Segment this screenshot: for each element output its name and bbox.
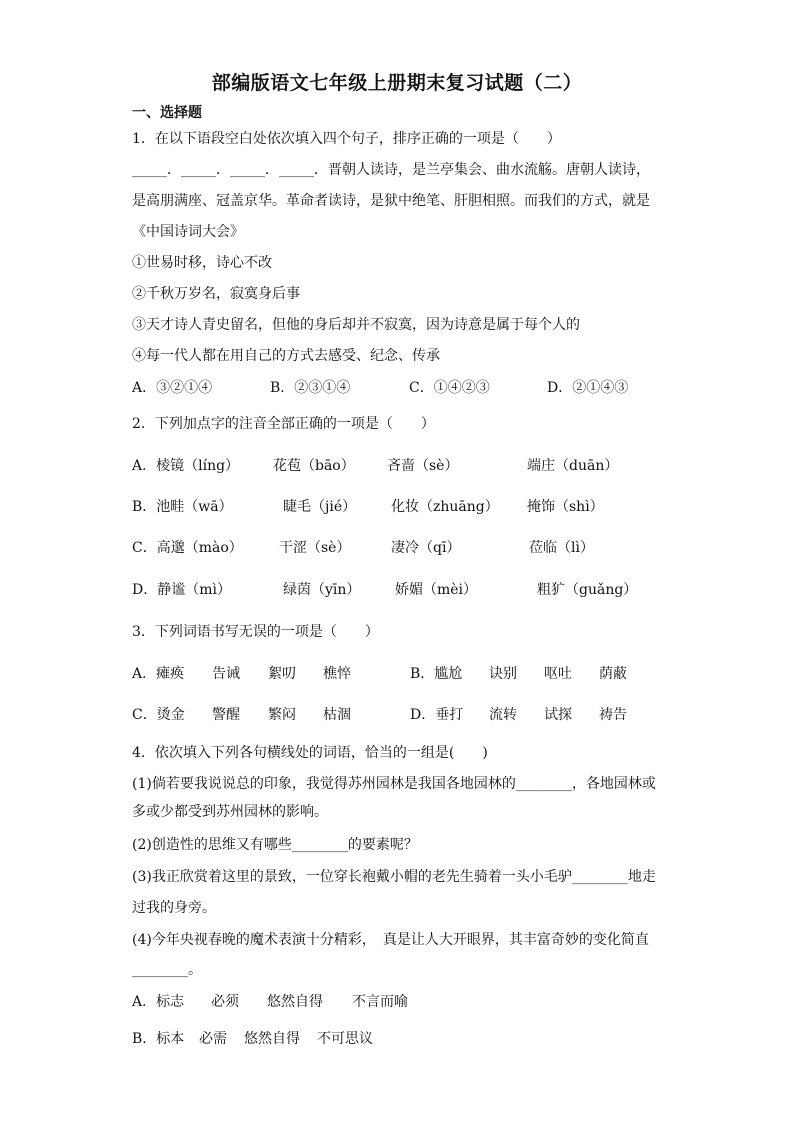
question-4-option-b-item: 不可思议 — [317, 1031, 373, 1047]
question-3-word: 繁闷 — [268, 707, 296, 723]
question-2-option-b-item: 化妆（zhuāng） — [391, 499, 499, 515]
question-4-sentence: (3)我正欣赏着这里的景致，一位穿长袍戴小帽的老先生骑着一头小毛驴________地走 — [132, 869, 656, 885]
question-4-sentence: ________。 — [132, 962, 202, 978]
question-4-option-a-item: 必须 — [211, 994, 239, 1010]
question-1-passage-line: 《中国诗词大会》 — [132, 224, 244, 240]
question-3-word: 荫蔽 — [599, 666, 627, 682]
question-1-sentence: ④每一代人都在用自己的方式去感受、纪念、传承 — [132, 348, 440, 364]
question-1-passage-line: _____．_____．_____．_____．晋朝人读诗，是兰亭集会、曲水流觞。唐朝人读诗， — [132, 162, 650, 178]
question-4-sentence: (2)创造性的思维又有哪些________的要素呢？ — [132, 837, 418, 853]
question-4-option-a-item: 悠然自得 — [267, 994, 323, 1010]
question-2-option-c-item: 干涩（sè） — [279, 540, 351, 556]
question-4-option-a-item: A．标志 — [132, 994, 185, 1010]
question-3-word: B．尴尬 — [410, 666, 463, 682]
question-3-stem: 3．下列词语书写无误的一项是（ ） — [132, 624, 379, 640]
question-4-option-b-item: 必需 — [199, 1031, 227, 1047]
question-2-option-a-item: 吝啬（sè） — [387, 458, 459, 474]
question-1-stem: 1．在以下语段空白处依次填入四个句子，排序正确的一项是（ ） — [132, 131, 561, 147]
question-1-sentence: ③天才诗人青史留名，但他的身后却并不寂寞，因为诗意是属于每个人的 — [132, 317, 580, 333]
question-4-sentence: 多或少都受到苏州园林的影响。 — [132, 804, 328, 820]
section-heading: 一、选择题 — [132, 105, 202, 121]
question-2-option-d-item: 绿茵（yīn） — [283, 582, 361, 598]
question-2-option-a-item: A．棱镜（líng） — [132, 458, 240, 474]
question-2-option-c-item: C．高邈（mào） — [132, 540, 243, 556]
question-3-word: 絮叨 — [268, 666, 296, 682]
question-4-sentence: 过我的身旁。 — [132, 900, 216, 916]
question-3-word: C．烫金 — [132, 707, 185, 723]
question-2-option-b-item: 掩饰（shì） — [527, 499, 604, 515]
question-1-sentence: ②千秋万岁名，寂寞身后事 — [132, 286, 300, 302]
question-3-word: 樵悴 — [323, 666, 351, 682]
question-2-option-c-item: 凄冷（qī） — [391, 540, 461, 556]
question-2-option-a-item: 端庄（duān） — [527, 458, 619, 474]
question-2-option-d-item: 娇媚（mèi） — [395, 582, 478, 598]
question-1-passage-line: 是高朋满座、冠盖京华。革命者读诗，是狱中绝笔、肝胆相照。而我们的方式，就是 — [132, 193, 650, 209]
question-2-option-a-item: 花苞（bāo） — [273, 458, 355, 474]
question-2-option-b-item: B．池畦（wā） — [132, 499, 233, 515]
page-title: 部编版语文七年级上册期末复习试题（二） — [211, 72, 583, 94]
question-1-option-d: D．②①④③ — [547, 380, 629, 396]
question-2-stem: 2．下列加点字的注音全部正确的一项是（ ） — [132, 416, 435, 432]
question-3-word: 警醒 — [212, 707, 240, 723]
question-1-option-b: B．②③①④ — [270, 380, 351, 396]
question-3-word: 流转 — [489, 707, 517, 723]
question-2-option-d-item: 粗犷（guǎng） — [537, 582, 638, 598]
question-4-option-b-item: B．标本 — [132, 1031, 185, 1047]
question-3-word: 告诫 — [212, 666, 240, 682]
question-3-word: 祷告 — [599, 707, 627, 723]
question-3-word: 诀别 — [489, 666, 517, 682]
question-2-option-d-item: D．静谧（mì） — [132, 582, 231, 598]
question-4-sentence: (1)倘若要我说说总的印象，我觉得苏州园林是我国各地园林的________，各地园林或 — [132, 776, 656, 792]
question-3-word: 呕吐 — [544, 666, 572, 682]
question-3-word: 试探 — [544, 707, 572, 723]
question-1-option-c: C．①④②③ — [409, 380, 490, 396]
question-1-sentence: ①世易时移，诗心不改 — [132, 255, 272, 271]
question-3-word: A．瘫痪 — [132, 666, 185, 682]
question-1-option-a: A．③②①④ — [132, 380, 213, 396]
question-2-option-b-item: 睫毛（jié） — [283, 499, 357, 515]
question-4-option-b-item: 悠然自得 — [244, 1031, 300, 1047]
question-4-sentence: (4)今年央视春晚的魔术表演十分精彩， 真是让人大开眼界，其丰富奇妙的变化简直 — [132, 932, 649, 948]
question-4-option-a-item: 不言而喻 — [352, 994, 408, 1010]
question-4-stem: 4．依次填入下列各句横线处的词语，恰当的一组是( ) — [132, 745, 488, 761]
question-3-word: 枯涸 — [323, 707, 351, 723]
question-3-word: D．垂打 — [410, 707, 464, 723]
question-2-option-c-item: 莅临（lì） — [529, 540, 594, 556]
